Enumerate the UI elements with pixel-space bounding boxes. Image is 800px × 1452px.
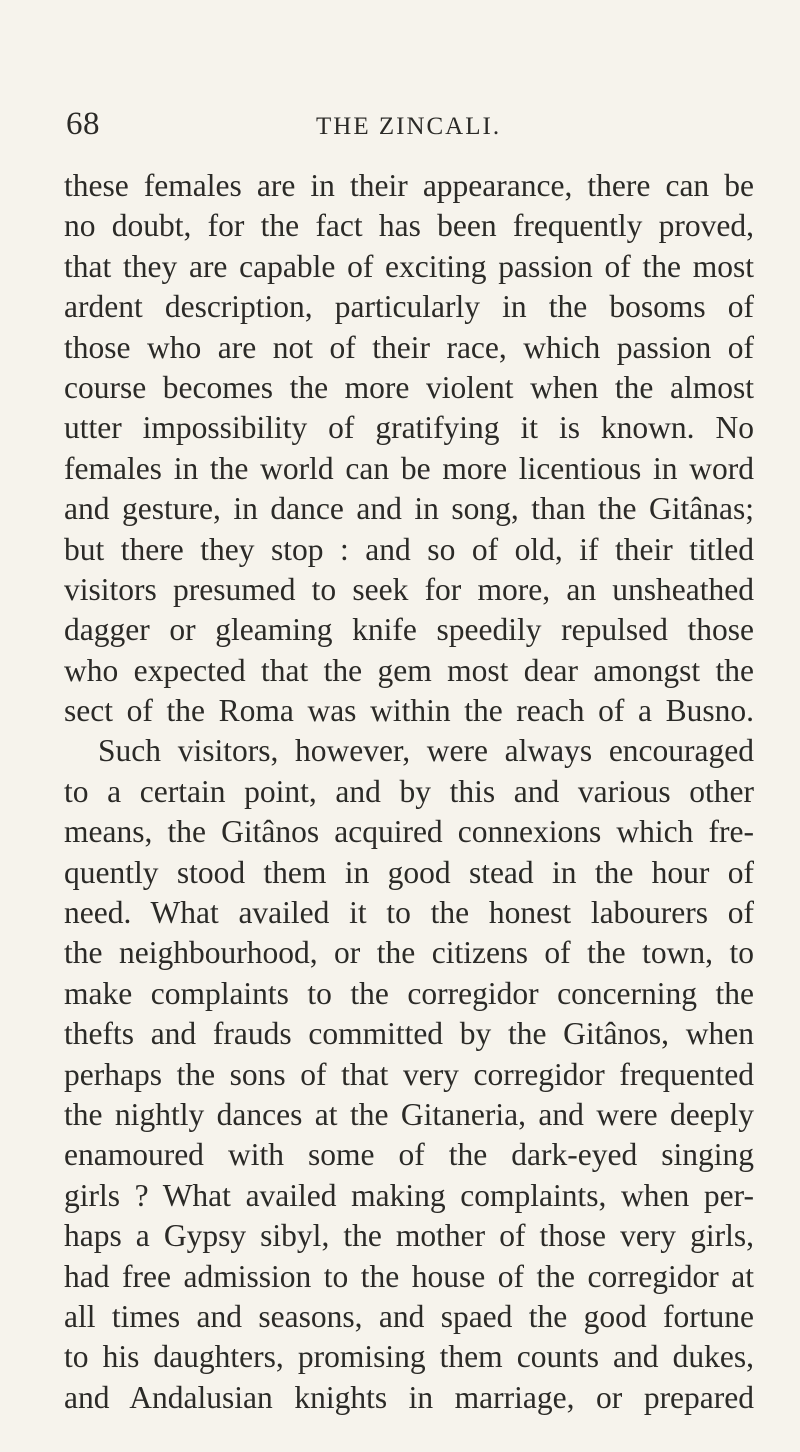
page-header (66, 104, 746, 144)
text-line: and gesture, in dance and in song, than the Gitânas; (64, 491, 754, 527)
text-line: but there they stop : and so of old, if their titled (64, 531, 754, 567)
text-line: course becomes the more violent when the almost (64, 369, 754, 405)
text-line: the nightly dances at the Gitaneria, and were deeply (64, 1096, 754, 1132)
running-head: THE ZINCALI. (316, 113, 502, 140)
text-line: to a certain point, and by this and various other (64, 773, 754, 809)
body-text (64, 166, 754, 1418)
paragraph-first-line: Such visitors, however, were always encouraged (98, 733, 754, 769)
text-line: ardent description, particularly in the bosoms of (64, 289, 754, 325)
text-line: utter impossibility of gratifying it is known. No (64, 410, 754, 446)
text-line: these females are in their appearance, there can be (64, 168, 754, 203)
text-line: to his daughters, promising them counts and dukes, (64, 1339, 754, 1375)
text-line: sect of the Roma was within the reach of a Busno. (64, 693, 754, 729)
text-line: girls ? What availed making complaints, when per- (64, 1177, 754, 1213)
text-line: make complaints to the corregidor concerning the (64, 975, 754, 1011)
text-line: and Andalusian knights in marriage, or prepared (64, 1379, 754, 1415)
text-line: females in the world can be more licentious in word (64, 450, 754, 486)
text-line: who expected that the gem most dear amongst the (64, 652, 754, 688)
text-line: need. What availed it to the honest labourers of (64, 895, 754, 931)
text-line: perhaps the sons of that very corregidor frequented (64, 1056, 754, 1092)
text-line: enamoured with some of the dark-eyed singing (64, 1137, 754, 1173)
text-line: that they are capable of exciting passion of the most (64, 248, 754, 284)
text-line: all times and seasons, and spaed the good fortune (64, 1298, 754, 1334)
text-line: no doubt, for the fact has been frequently proved, (64, 208, 754, 244)
text-line: those who are not of their race, which passion of (64, 329, 754, 365)
text-line: the neighbourhood, or the citizens of the town, to (64, 935, 754, 971)
text-line: had free admission to the house of the corregidor at (64, 1258, 754, 1294)
text-line: means, the Gitânos acquired connexions which fre- (64, 814, 754, 850)
page-number: 68 (66, 106, 100, 142)
text-line: thefts and frauds committed by the Gitânos, when (64, 1016, 754, 1052)
text-line: visitors presumed to seek for more, an unsheathed (64, 571, 754, 607)
text-line: quently stood them in good stead in the hour of (64, 854, 754, 890)
text-line: haps a Gypsy sibyl, the mother of those very girls, (64, 1218, 754, 1254)
text-line: dagger or gleaming knife speedily repulsed those (64, 612, 754, 648)
